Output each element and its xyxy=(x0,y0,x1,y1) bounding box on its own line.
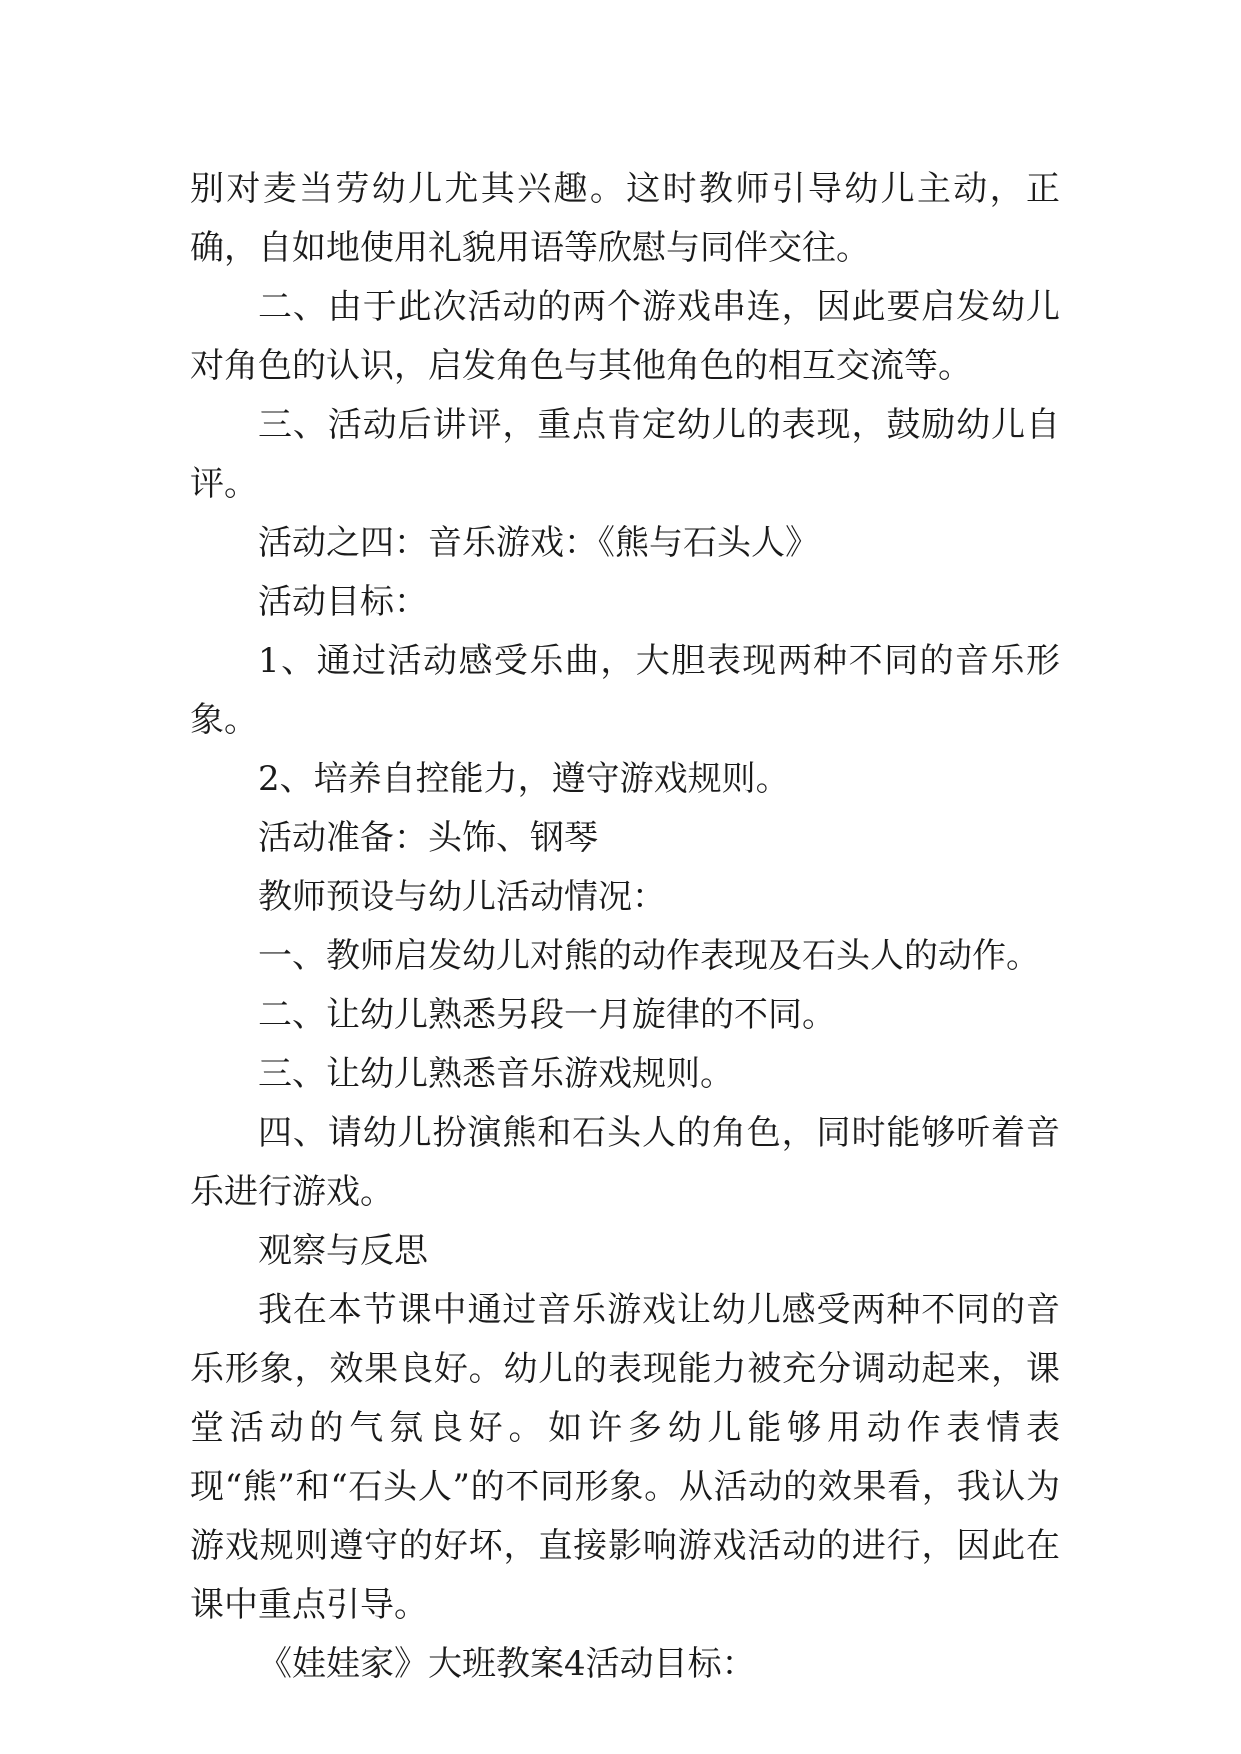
section-heading-activity-four: 活动之四：音乐游戏：《熊与石头人》 xyxy=(258,523,819,563)
teacher-plan-heading: 教师预设与幼儿活动情况： xyxy=(258,877,666,917)
plan-item-3: 三、让幼儿熟悉音乐游戏规则。 xyxy=(258,1054,734,1094)
paragraph-2: 二、由于此次活动的两个游戏串连，因此要启发幼儿对角色的认识，启发角色与其他角色的相互交流等。 xyxy=(190,287,1060,386)
activity-preparation: 活动准备：头饰、钢琴 xyxy=(258,818,598,858)
activity-goals-heading: 活动目标： xyxy=(258,582,428,622)
document-body xyxy=(190,160,1060,1694)
goal-item-1: 1、通过活动感受乐曲，大胆表现两种不同的音乐形象。 xyxy=(190,641,1060,740)
paragraph-3: 三、活动后讲评，重点肯定幼儿的表现，鼓励幼儿自评。 xyxy=(190,405,1060,504)
plan-item-1: 一、教师启发幼儿对熊的动作表现及石头人的动作。 xyxy=(258,936,1040,976)
reflection-paragraph: 我在本节课中通过音乐游戏让幼儿感受两种不同的音乐形象，效果良好。幼儿的表现能力被充分调动起来，课堂活动的气氛良好。如许多幼儿能够用动作表情表现“熊”和“石头人”的不同形象。从活动的效果看，我认为游戏规则遵守的好坏，直接影响游戏活动的进行，因此在课中重点引导。 xyxy=(190,1290,1060,1625)
paragraph-1: 别对麦当劳幼儿尤其兴趣。这时教师引导幼儿主动，正确，自如地使用礼貌用语等欣慰与同伴交往。 xyxy=(190,169,1060,268)
reflection-heading: 观察与反思 xyxy=(258,1231,428,1271)
next-lesson-heading: 《娃娃家》大班教案4活动目标： xyxy=(258,1644,756,1684)
plan-item-2: 二、让幼儿熟悉另段一月旋律的不同。 xyxy=(258,995,836,1035)
plan-item-4: 四、请幼儿扮演熊和石头人的角色，同时能够听着音乐进行游戏。 xyxy=(190,1113,1060,1212)
goal-item-2: 2、培养自控能力，遵守游戏规则。 xyxy=(258,759,790,799)
